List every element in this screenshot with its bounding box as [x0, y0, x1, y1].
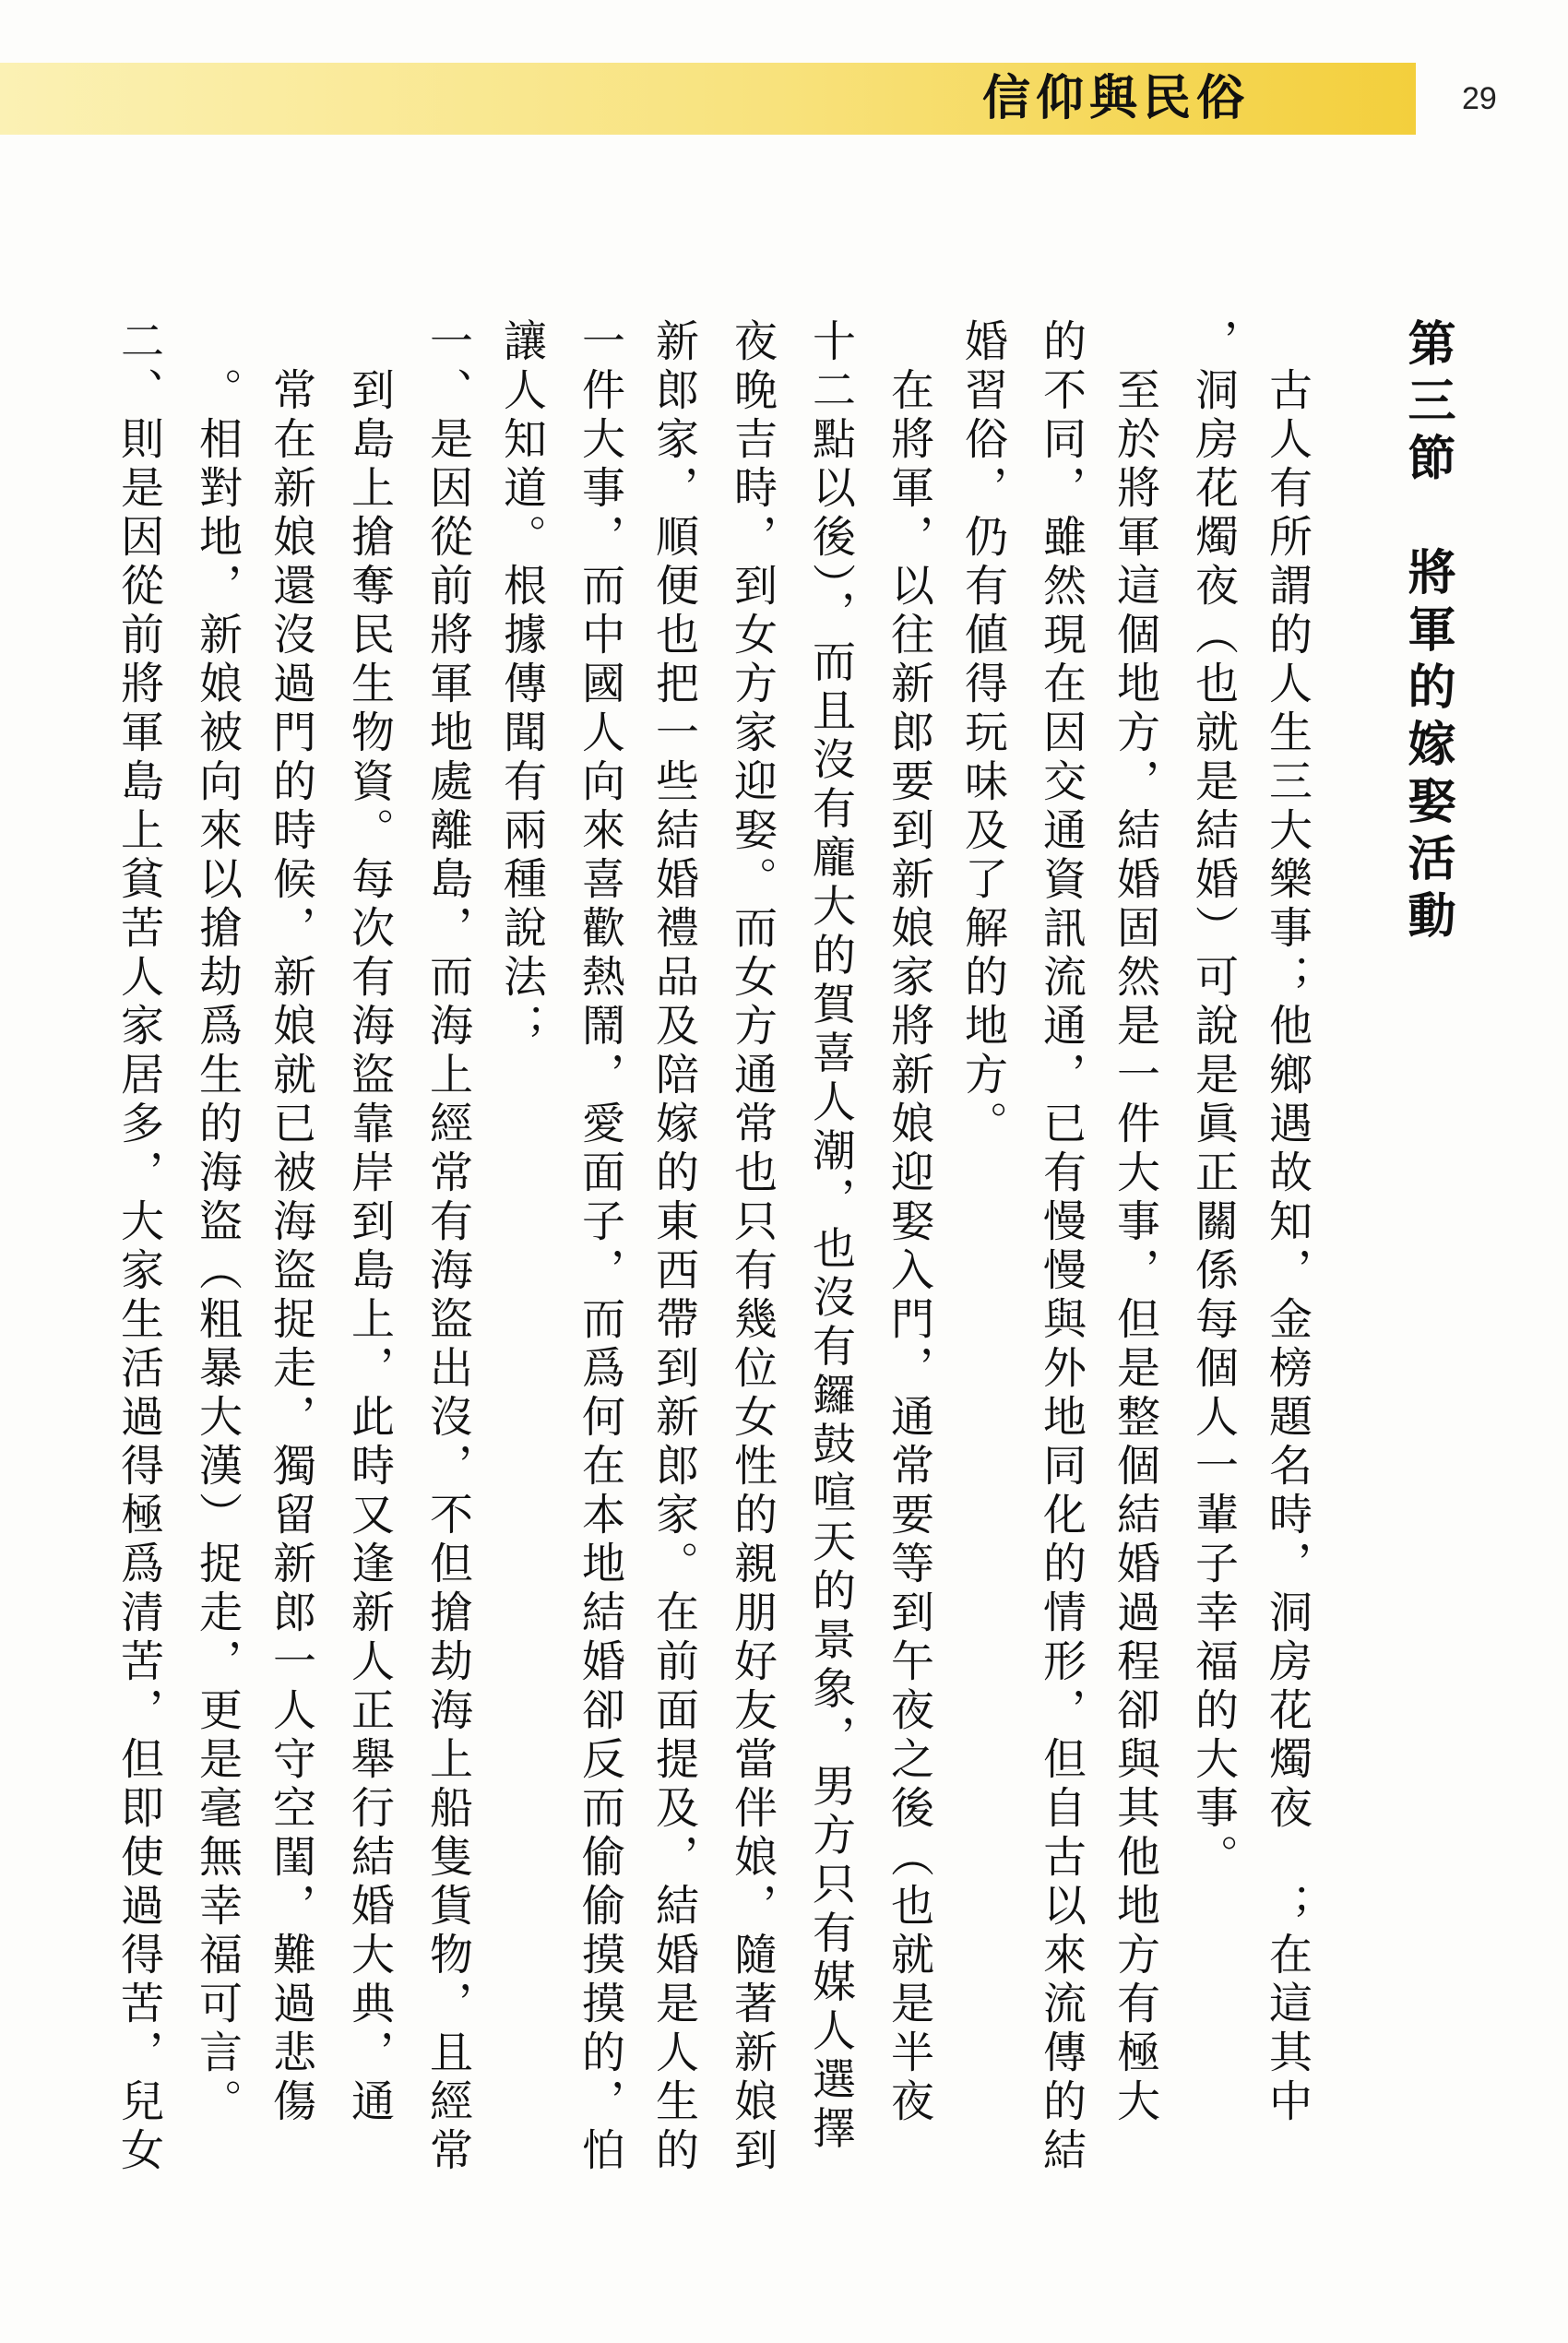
header-band [0, 63, 1416, 135]
text-column-7: 十二點以後），而且沒有龐大的賀喜人潮，也沒有鑼鼓喧天的景象，男方只有媒人選擇 [805, 318, 856, 2155]
text-column-3: 至於將軍這個地方，結婚固然是一件大事，但是整個結婚過程卻與其他地方有極大 [1110, 318, 1160, 2127]
text-column-15: 。相對地，新娘被向來以搶劫爲生的海盜（粗暴大漢）捉走，更是毫無幸福可言。 [192, 318, 243, 2127]
text-column-8: 夜晚吉時，到女方家迎娶。而女方通常也只有幾位女性的親朋好友當伴娘，隨著新娘到 [727, 318, 778, 2176]
text-column-1: 古人有所謂的人生三大樂事；他鄉遇故知，金榜題名時，洞房花燭夜 ；在這其中 [1262, 318, 1313, 2127]
text-column-13: 到島上搶奪民生物資。每次有海盜靠岸到島上，此時又逢新人正舉行結婚大典，通 [344, 318, 395, 2127]
text-column-14: 常在新娘還沒過門的時候，新娘就已被海盜捉走，獨留新郎一人守空閨，難過悲傷 [266, 318, 316, 2127]
page-number: 29 [1462, 81, 1497, 116]
running-header-title: 信仰與民俗 [981, 70, 1250, 126]
text-column-9: 新郎家，順便也把一些結婚禮品及陪嫁的東西帶到新郎家。在前面提及，結婚是人生的 [648, 318, 699, 2176]
text-column-12: 一、是因從前將軍地處離島，而海上經常有海盜出沒，不但搶劫海上船隻貨物，且經常 [422, 318, 473, 2176]
section-heading: 第三節 將軍的嫁娶活動 [1399, 318, 1455, 947]
text-column-10: 一件大事，而中國人向來喜歡熱鬧，愛面子，而爲何在本地結婚卻反而偷偷摸摸的，怕 [575, 318, 625, 2176]
text-column-16: 二、則是因從前將軍島上貧苦人家居多，大家生活過得極爲清苦，但即使過得苦，兒女 [113, 318, 164, 2176]
text-column-6: 在將軍，以往新郎要到新娘家將新娘迎娶入門，通常要等到午夜之後（也就是半夜 [884, 318, 934, 2127]
text-column-2: ，洞房花燭夜（也就是結婚）可說是眞正關係每個人一輩子幸福的大事。 [1188, 318, 1239, 1883]
text-column-5: 婚習俗，仍有値得玩味及了解的地方。 [957, 318, 1008, 1149]
text-column-11: 讓人知道。根據傳聞有兩種說法； [496, 318, 547, 1052]
text-column-4: 的不同，雖然現在因交通資訊流通，已有慢慢與外地同化的情形，但自古以來流傳的結 [1036, 318, 1087, 2176]
